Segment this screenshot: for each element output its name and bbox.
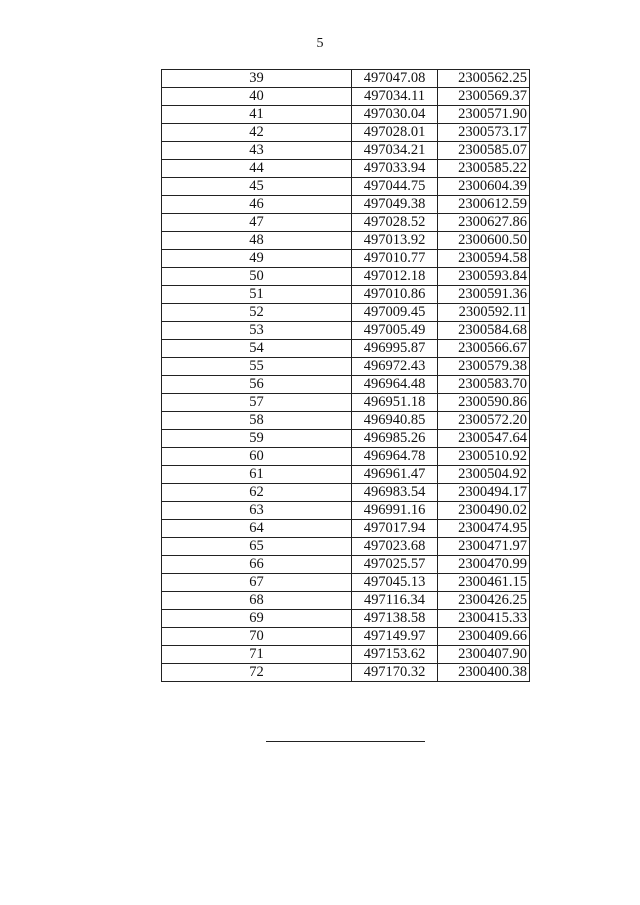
y-coordinate-cell: 2300510.92 bbox=[438, 448, 530, 466]
x-coordinate-cell: 497044.75 bbox=[352, 178, 438, 196]
x-coordinate-cell: 497013.92 bbox=[352, 232, 438, 250]
point-number-cell: 72 bbox=[162, 664, 352, 682]
table-row bbox=[162, 628, 530, 646]
point-number-cell: 62 bbox=[162, 484, 352, 502]
coordinates-table-body bbox=[162, 70, 530, 682]
y-coordinate-cell: 2300604.39 bbox=[438, 178, 530, 196]
x-coordinate-cell: 497025.57 bbox=[352, 556, 438, 574]
y-coordinate-cell: 2300592.11 bbox=[438, 304, 530, 322]
y-coordinate-cell: 2300426.25 bbox=[438, 592, 530, 610]
table-row bbox=[162, 592, 530, 610]
x-coordinate-cell: 497034.21 bbox=[352, 142, 438, 160]
x-coordinate-cell: 496991.16 bbox=[352, 502, 438, 520]
x-coordinate-cell: 497030.04 bbox=[352, 106, 438, 124]
y-coordinate-cell: 2300461.15 bbox=[438, 574, 530, 592]
y-coordinate-cell: 2300594.58 bbox=[438, 250, 530, 268]
table-row bbox=[162, 106, 530, 124]
y-coordinate-cell: 2300566.67 bbox=[438, 340, 530, 358]
table-row bbox=[162, 232, 530, 250]
table-row bbox=[162, 304, 530, 322]
table-row bbox=[162, 646, 530, 664]
point-number-cell: 65 bbox=[162, 538, 352, 556]
x-coordinate-cell: 497017.94 bbox=[352, 520, 438, 538]
y-coordinate-cell: 2300583.70 bbox=[438, 376, 530, 394]
x-coordinate-cell: 497153.62 bbox=[352, 646, 438, 664]
y-coordinate-cell: 2300471.97 bbox=[438, 538, 530, 556]
table-row bbox=[162, 394, 530, 412]
point-number-cell: 39 bbox=[162, 70, 352, 88]
x-coordinate-cell: 497028.52 bbox=[352, 214, 438, 232]
y-coordinate-cell: 2300569.37 bbox=[438, 88, 530, 106]
table-row bbox=[162, 160, 530, 178]
y-coordinate-cell: 2300494.17 bbox=[438, 484, 530, 502]
x-coordinate-cell: 497045.13 bbox=[352, 574, 438, 592]
x-coordinate-cell: 497005.49 bbox=[352, 322, 438, 340]
y-coordinate-cell: 2300400.38 bbox=[438, 664, 530, 682]
table-row bbox=[162, 466, 530, 484]
x-coordinate-cell: 496995.87 bbox=[352, 340, 438, 358]
y-coordinate-cell: 2300590.86 bbox=[438, 394, 530, 412]
y-coordinate-cell: 2300600.50 bbox=[438, 232, 530, 250]
point-number-cell: 48 bbox=[162, 232, 352, 250]
x-coordinate-cell: 497012.18 bbox=[352, 268, 438, 286]
table-row bbox=[162, 412, 530, 430]
x-coordinate-cell: 497010.86 bbox=[352, 286, 438, 304]
y-coordinate-cell: 2300627.86 bbox=[438, 214, 530, 232]
table-row bbox=[162, 430, 530, 448]
y-coordinate-cell: 2300490.02 bbox=[438, 502, 530, 520]
table-row bbox=[162, 610, 530, 628]
table-row bbox=[162, 142, 530, 160]
x-coordinate-cell: 497047.08 bbox=[352, 70, 438, 88]
y-coordinate-cell: 2300571.90 bbox=[438, 106, 530, 124]
point-number-cell: 57 bbox=[162, 394, 352, 412]
table-row bbox=[162, 556, 530, 574]
y-coordinate-cell: 2300593.84 bbox=[438, 268, 530, 286]
table-row bbox=[162, 376, 530, 394]
table-row bbox=[162, 574, 530, 592]
table-row bbox=[162, 268, 530, 286]
y-coordinate-cell: 2300474.95 bbox=[438, 520, 530, 538]
y-coordinate-cell: 2300572.20 bbox=[438, 412, 530, 430]
x-coordinate-cell: 497033.94 bbox=[352, 160, 438, 178]
point-number-cell: 64 bbox=[162, 520, 352, 538]
y-coordinate-cell: 2300579.38 bbox=[438, 358, 530, 376]
point-number-cell: 71 bbox=[162, 646, 352, 664]
coordinates-table bbox=[161, 69, 530, 682]
point-number-cell: 66 bbox=[162, 556, 352, 574]
table-row bbox=[162, 70, 530, 88]
end-rule bbox=[266, 741, 425, 742]
y-coordinate-cell: 2300573.17 bbox=[438, 124, 530, 142]
table-row bbox=[162, 358, 530, 376]
point-number-cell: 59 bbox=[162, 430, 352, 448]
y-coordinate-cell: 2300547.64 bbox=[438, 430, 530, 448]
page-number: 5 bbox=[316, 36, 324, 51]
x-coordinate-cell: 496940.85 bbox=[352, 412, 438, 430]
x-coordinate-cell: 497009.45 bbox=[352, 304, 438, 322]
x-coordinate-cell: 497138.58 bbox=[352, 610, 438, 628]
point-number-cell: 69 bbox=[162, 610, 352, 628]
x-coordinate-cell: 497023.68 bbox=[352, 538, 438, 556]
x-coordinate-cell: 496961.47 bbox=[352, 466, 438, 484]
x-coordinate-cell: 497010.77 bbox=[352, 250, 438, 268]
x-coordinate-cell: 496964.48 bbox=[352, 376, 438, 394]
point-number-cell: 47 bbox=[162, 214, 352, 232]
x-coordinate-cell: 497116.34 bbox=[352, 592, 438, 610]
point-number-cell: 50 bbox=[162, 268, 352, 286]
point-number-cell: 60 bbox=[162, 448, 352, 466]
point-number-cell: 46 bbox=[162, 196, 352, 214]
table-row bbox=[162, 286, 530, 304]
table-row bbox=[162, 664, 530, 682]
y-coordinate-cell: 2300585.22 bbox=[438, 160, 530, 178]
point-number-cell: 44 bbox=[162, 160, 352, 178]
table-row bbox=[162, 502, 530, 520]
y-coordinate-cell: 2300407.90 bbox=[438, 646, 530, 664]
point-number-cell: 54 bbox=[162, 340, 352, 358]
point-number-cell: 41 bbox=[162, 106, 352, 124]
point-number-cell: 55 bbox=[162, 358, 352, 376]
point-number-cell: 43 bbox=[162, 142, 352, 160]
point-number-cell: 56 bbox=[162, 376, 352, 394]
point-number-cell: 67 bbox=[162, 574, 352, 592]
x-coordinate-cell: 497034.11 bbox=[352, 88, 438, 106]
y-coordinate-cell: 2300584.68 bbox=[438, 322, 530, 340]
point-number-cell: 40 bbox=[162, 88, 352, 106]
table-row bbox=[162, 178, 530, 196]
x-coordinate-cell: 497170.32 bbox=[352, 664, 438, 682]
table-row bbox=[162, 538, 530, 556]
point-number-cell: 53 bbox=[162, 322, 352, 340]
table-row bbox=[162, 322, 530, 340]
table-row bbox=[162, 124, 530, 142]
y-coordinate-cell: 2300409.66 bbox=[438, 628, 530, 646]
x-coordinate-cell: 496983.54 bbox=[352, 484, 438, 502]
point-number-cell: 70 bbox=[162, 628, 352, 646]
x-coordinate-cell: 496972.43 bbox=[352, 358, 438, 376]
x-coordinate-cell: 497028.01 bbox=[352, 124, 438, 142]
point-number-cell: 52 bbox=[162, 304, 352, 322]
point-number-cell: 45 bbox=[162, 178, 352, 196]
y-coordinate-cell: 2300504.92 bbox=[438, 466, 530, 484]
y-coordinate-cell: 2300591.36 bbox=[438, 286, 530, 304]
x-coordinate-cell: 496951.18 bbox=[352, 394, 438, 412]
y-coordinate-cell: 2300562.25 bbox=[438, 70, 530, 88]
table-row bbox=[162, 196, 530, 214]
point-number-cell: 63 bbox=[162, 502, 352, 520]
table-row bbox=[162, 448, 530, 466]
y-coordinate-cell: 2300612.59 bbox=[438, 196, 530, 214]
y-coordinate-cell: 2300415.33 bbox=[438, 610, 530, 628]
x-coordinate-cell: 497149.97 bbox=[352, 628, 438, 646]
point-number-cell: 58 bbox=[162, 412, 352, 430]
x-coordinate-cell: 496985.26 bbox=[352, 430, 438, 448]
table-row bbox=[162, 484, 530, 502]
table-row bbox=[162, 340, 530, 358]
x-coordinate-cell: 496964.78 bbox=[352, 448, 438, 466]
table-row bbox=[162, 250, 530, 268]
y-coordinate-cell: 2300470.99 bbox=[438, 556, 530, 574]
point-number-cell: 42 bbox=[162, 124, 352, 142]
point-number-cell: 49 bbox=[162, 250, 352, 268]
table-row bbox=[162, 520, 530, 538]
table-row bbox=[162, 214, 530, 232]
point-number-cell: 51 bbox=[162, 286, 352, 304]
x-coordinate-cell: 497049.38 bbox=[352, 196, 438, 214]
point-number-cell: 61 bbox=[162, 466, 352, 484]
table-row bbox=[162, 88, 530, 106]
y-coordinate-cell: 2300585.07 bbox=[438, 142, 530, 160]
point-number-cell: 68 bbox=[162, 592, 352, 610]
